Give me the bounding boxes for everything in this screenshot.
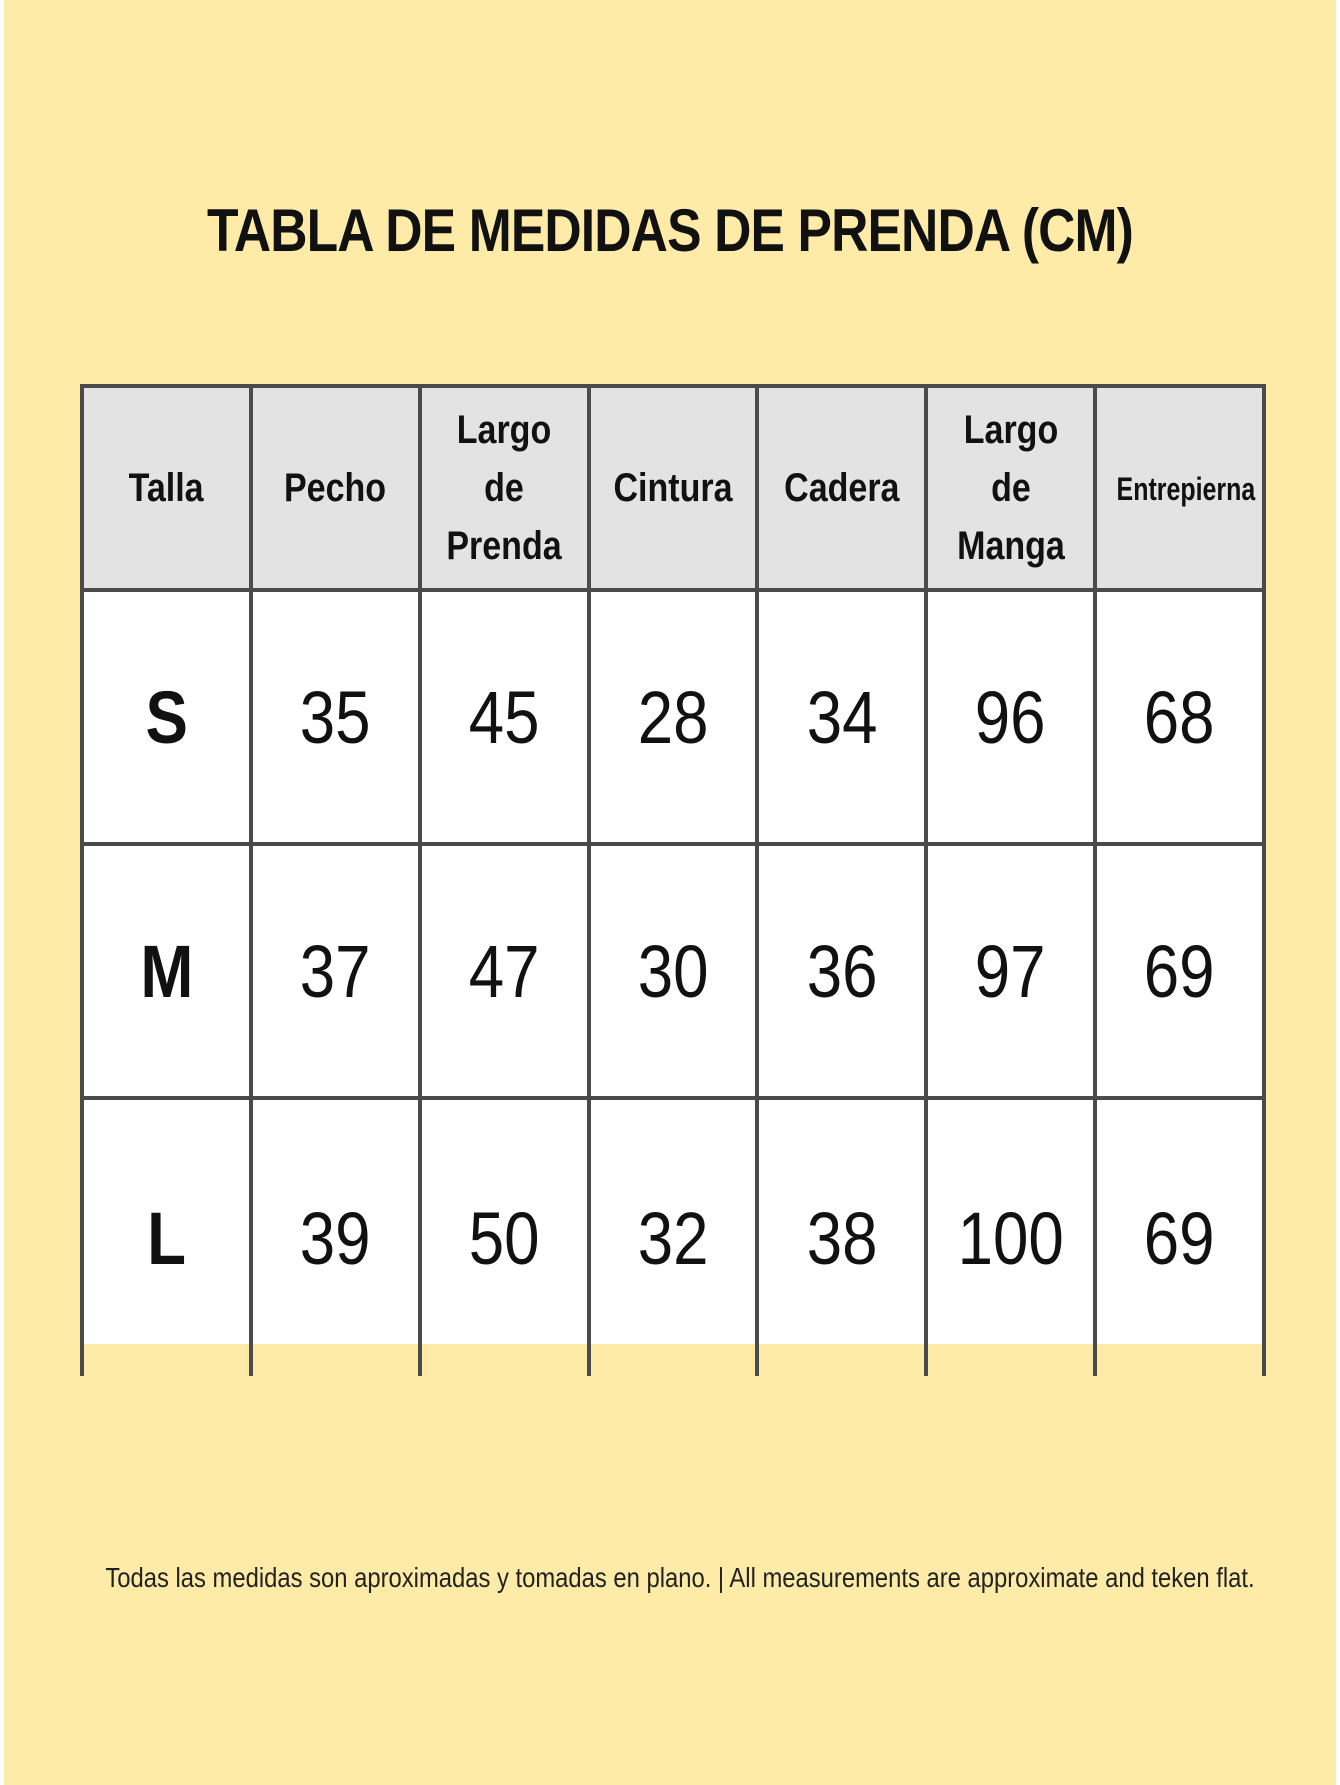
cintura-cell: 28 <box>589 590 758 844</box>
entrepierna-cell: 69 <box>1095 1098 1264 1376</box>
page-title: TABLA DE MEDIDAS DE PRENDA (CM) <box>206 197 1134 264</box>
entrepierna-cell: 68 <box>1095 590 1264 844</box>
pecho-cell: 37 <box>251 844 420 1098</box>
table-row <box>82 590 1264 844</box>
cadera-cell: 36 <box>757 844 926 1098</box>
size-table <box>80 384 1266 1376</box>
cadera-cell: 38 <box>757 1098 926 1376</box>
pecho-cell: 39 <box>251 1098 420 1376</box>
header-cintura: Cintura <box>589 386 758 590</box>
measurement-note: Todas las medidas son aproximadas y tomadas en plano. | All measurements are approximate and teken flat. <box>105 1562 1255 1593</box>
header-largo-de-manga: Largo de Manga <box>926 386 1095 590</box>
largo-manga-cell: 97 <box>926 844 1095 1098</box>
header-entrepierna: Entrepierna <box>1095 386 1264 590</box>
header-talla: Talla <box>82 386 251 590</box>
table-header-row <box>82 386 1264 590</box>
pecho-cell: 35 <box>251 590 420 844</box>
largo-manga-cell: 96 <box>926 590 1095 844</box>
size-cell: M <box>82 844 251 1098</box>
header-largo-de-prenda: Largo de Prenda <box>420 386 589 590</box>
header-pecho: Pecho <box>251 386 420 590</box>
largo-manga-cell: 100 <box>926 1098 1095 1376</box>
cintura-cell: 32 <box>589 1098 758 1376</box>
largo-prenda-cell: 45 <box>420 590 589 844</box>
cintura-cell: 30 <box>589 844 758 1098</box>
entrepierna-cell: 69 <box>1095 844 1264 1098</box>
cadera-cell: 34 <box>757 590 926 844</box>
table-row <box>82 844 1264 1098</box>
size-chart-page <box>4 0 1336 1785</box>
largo-prenda-cell: 47 <box>420 844 589 1098</box>
table-row <box>82 1098 1264 1376</box>
size-cell: L <box>82 1098 251 1376</box>
largo-prenda-cell: 50 <box>420 1098 589 1376</box>
header-cadera: Cadera <box>757 386 926 590</box>
size-table-container <box>80 384 1266 1376</box>
size-cell: S <box>82 590 251 844</box>
